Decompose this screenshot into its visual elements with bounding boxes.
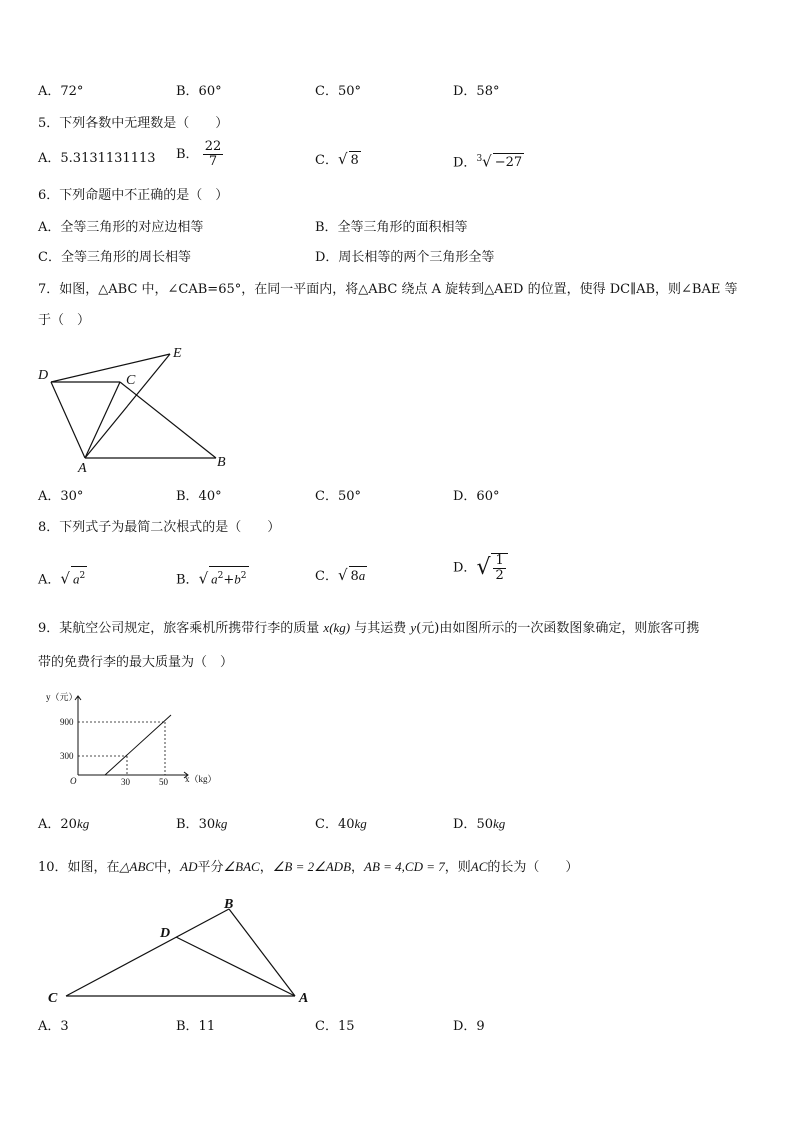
q10-label-a: A [299,991,309,1006]
q8-d-numerator: 1 [495,553,504,568]
q10-label-b: B [224,897,234,912]
radical-sign-icon: √ [60,569,70,588]
q9-var-y: y [410,620,417,635]
q4-option-d[interactable]: D．58° [453,84,500,99]
q9-stem-part1: 9．某航空公司规定，旅客乘机所携带行李的质量 [38,621,324,636]
q10-stem-part6: ，则 [444,860,471,875]
q5-d-prefix: D． [453,155,477,171]
q9-option-b[interactable] [176,815,227,834]
q7-label-d: D [38,368,49,383]
q7-segment-ae [85,354,170,458]
q9-c-value: 40 [337,817,355,832]
q8-d-denominator: 2 [495,568,504,583]
q10-segment-ad: AD [180,859,198,874]
q7-label-c: C [126,373,136,388]
q5-option-d[interactable] [453,150,524,172]
q8-a-exp: 2 [79,571,86,581]
q5-option-a[interactable]: A．5.3131131113 [38,151,156,166]
q7-triangle-figure [0,340,260,475]
q10-triangle-abc: △ABC [119,859,155,874]
q9-stem-part2: 与其运费 [350,621,411,636]
q10-option-c[interactable]: C．15 [315,1019,355,1034]
q10-triangle-figure [30,888,330,1008]
q9-var-x: x [323,620,330,635]
q10-stem [38,858,578,877]
q5-b-numerator: 22 [204,139,222,154]
q10-angle-bac: ∠BAC [223,859,260,874]
q7-option-d[interactable]: D．60° [453,489,500,504]
q5-option-b[interactable] [176,140,223,169]
q8-option-d[interactable] [453,553,508,583]
q9-b-value: 30 [198,817,216,832]
q8-a-radicand [71,566,87,589]
q10-stem-part7: 的长为（ ） [487,860,579,875]
q7-stem-line1: 7．如图，△ABC 中，∠CAB=65°，在同一平面内，将△ABC 绕点 A 旋转到△AED 的位置，使得 DC∥AB，则∠BAE 等 [38,282,738,297]
q8-c-radicand [349,566,368,586]
q9-x-axis-label: x（kg） [185,774,217,784]
q9-tick-50: 50 [159,777,168,787]
q9-origin-label: O [70,776,77,786]
q7-option-c[interactable]: C．50° [315,489,361,504]
q10-stem-part4: ， [259,860,273,875]
q8-d-prefix: D． [453,560,477,576]
q10-stem-part2: 中， [154,860,181,875]
q9-a-unit: kg [76,816,90,831]
q5-b-denominator: 7 [208,154,218,169]
q6-option-c[interactable]: C．全等三角形的周长相等 [38,250,191,265]
q9-option-a[interactable] [38,815,89,834]
q7-option-b[interactable]: B．40° [176,489,222,504]
q8-d-fraction [491,553,507,583]
q9-a-value: 20 [60,817,77,832]
q9-d-value: 50 [476,817,493,832]
q10-stem-part3: 平分 [197,860,224,875]
q8-option-c[interactable] [315,566,367,586]
q8-b-var1: a [211,571,218,587]
q7-label-a: A [78,461,87,475]
q9-tick-30: 30 [121,777,130,787]
q8-a-prefix: A． [38,572,61,588]
q5-d-index: 3 [476,154,483,164]
q10-stem-part5: ， [351,860,365,875]
q8-b-radicand [209,566,248,589]
q9-stem-line1 [38,619,699,638]
radical-sign-icon: √ [337,150,348,168]
q9-c-unit: kg [354,816,367,831]
q7-label-b: B [217,455,226,470]
radical-sign-icon: √ [198,569,209,588]
q8-option-a[interactable] [38,566,87,589]
q10-segment-ba [229,909,295,996]
q9-option-c[interactable] [315,815,367,834]
q10-stem-part1: 10．如图，在 [38,860,120,875]
q10-segment-cb [66,909,229,996]
q7-segment-da [51,382,85,458]
q6-option-a[interactable]: A．全等三角形的对应边相等 [38,220,204,235]
q10-option-d[interactable]: D．9 [453,1019,485,1034]
q9-c-prefix: C． [315,817,338,832]
q6-option-b[interactable]: B．全等三角形的面积相等 [315,220,468,235]
q6-stem: 6．下列命题中不正确的是（ ） [38,188,229,203]
q8-stem: 8．下列式子为最简二次根式的是（ ） [38,520,281,535]
q8-b-plus: + [223,572,235,588]
q8-c-var: a [358,568,366,583]
q4-option-a[interactable]: A．72° [38,84,84,99]
q9-b-prefix: B． [176,817,199,832]
radical-sign-icon: √ [337,566,348,584]
q10-segment-da [176,937,295,996]
q10-lengths: AB = 4,CD = 7 [364,859,445,874]
q8-b-exp1: 2 [217,571,224,581]
q5-c-radicand: 8 [350,153,359,168]
q4-option-b[interactable]: B．60° [176,84,222,99]
q10-option-a[interactable]: A．3 [38,1019,69,1034]
q10-label-d: D [160,926,171,941]
q7-segment-ac [85,382,120,458]
q9-a-prefix: A． [38,817,61,832]
q9-function-line [105,715,171,775]
q9-stem-line2: 带的免费行李的最大质量为（ ） [38,655,234,670]
q8-b-var2: b [234,571,241,587]
q8-c-num: 8 [350,569,359,584]
q5-b-prefix: B． [176,147,199,162]
q6-option-d[interactable]: D．周长相等的两个三角形全等 [315,250,495,265]
q9-d-prefix: D． [453,817,477,832]
q5-option-c[interactable] [315,150,361,170]
q7-label-e: E [173,346,182,361]
q10-angle-relation: ∠B = 2∠ADB [272,859,352,874]
q5-c-prefix: C． [315,153,338,168]
q8-a-var: a [72,571,80,587]
q9-option-d[interactable] [453,815,505,834]
q8-b-exp2: 2 [240,571,247,581]
q10-option-b[interactable]: B．11 [176,1019,216,1034]
q10-label-c: C [48,991,58,1006]
q9-unit-kg: (kg) [329,620,351,635]
q5-d-radicand: −27 [494,155,523,171]
q5-stem: 5．下列各数中无理数是（ ） [38,116,229,131]
q4-option-c[interactable]: C．50° [315,84,361,99]
q8-c-prefix: C． [315,569,338,584]
q9-tick-300: 300 [60,751,74,761]
q9-graph-figure [30,686,230,791]
q9-tick-900: 900 [60,717,74,727]
radical-sign-icon: √ [482,152,492,171]
q7-option-a[interactable]: A．30° [38,489,84,504]
q8-b-prefix: B． [176,572,199,588]
q5-b-fraction [203,140,224,169]
q9-y-axis-label: y（元） [46,692,78,702]
q8-option-b[interactable] [176,566,249,589]
q9-d-unit: kg [492,816,506,831]
q9-stem-part3: (元)由如图所示的一次函数图象确定，则旅客可携 [416,621,700,636]
radical-sign-icon: √ [476,555,491,580]
q9-b-unit: kg [215,816,228,831]
q7-stem-line2: 于（ ） [38,313,91,328]
q10-segment-ac: AC [470,859,488,874]
q7-segment-cb [120,382,216,458]
q7-segment-de [51,354,170,382]
